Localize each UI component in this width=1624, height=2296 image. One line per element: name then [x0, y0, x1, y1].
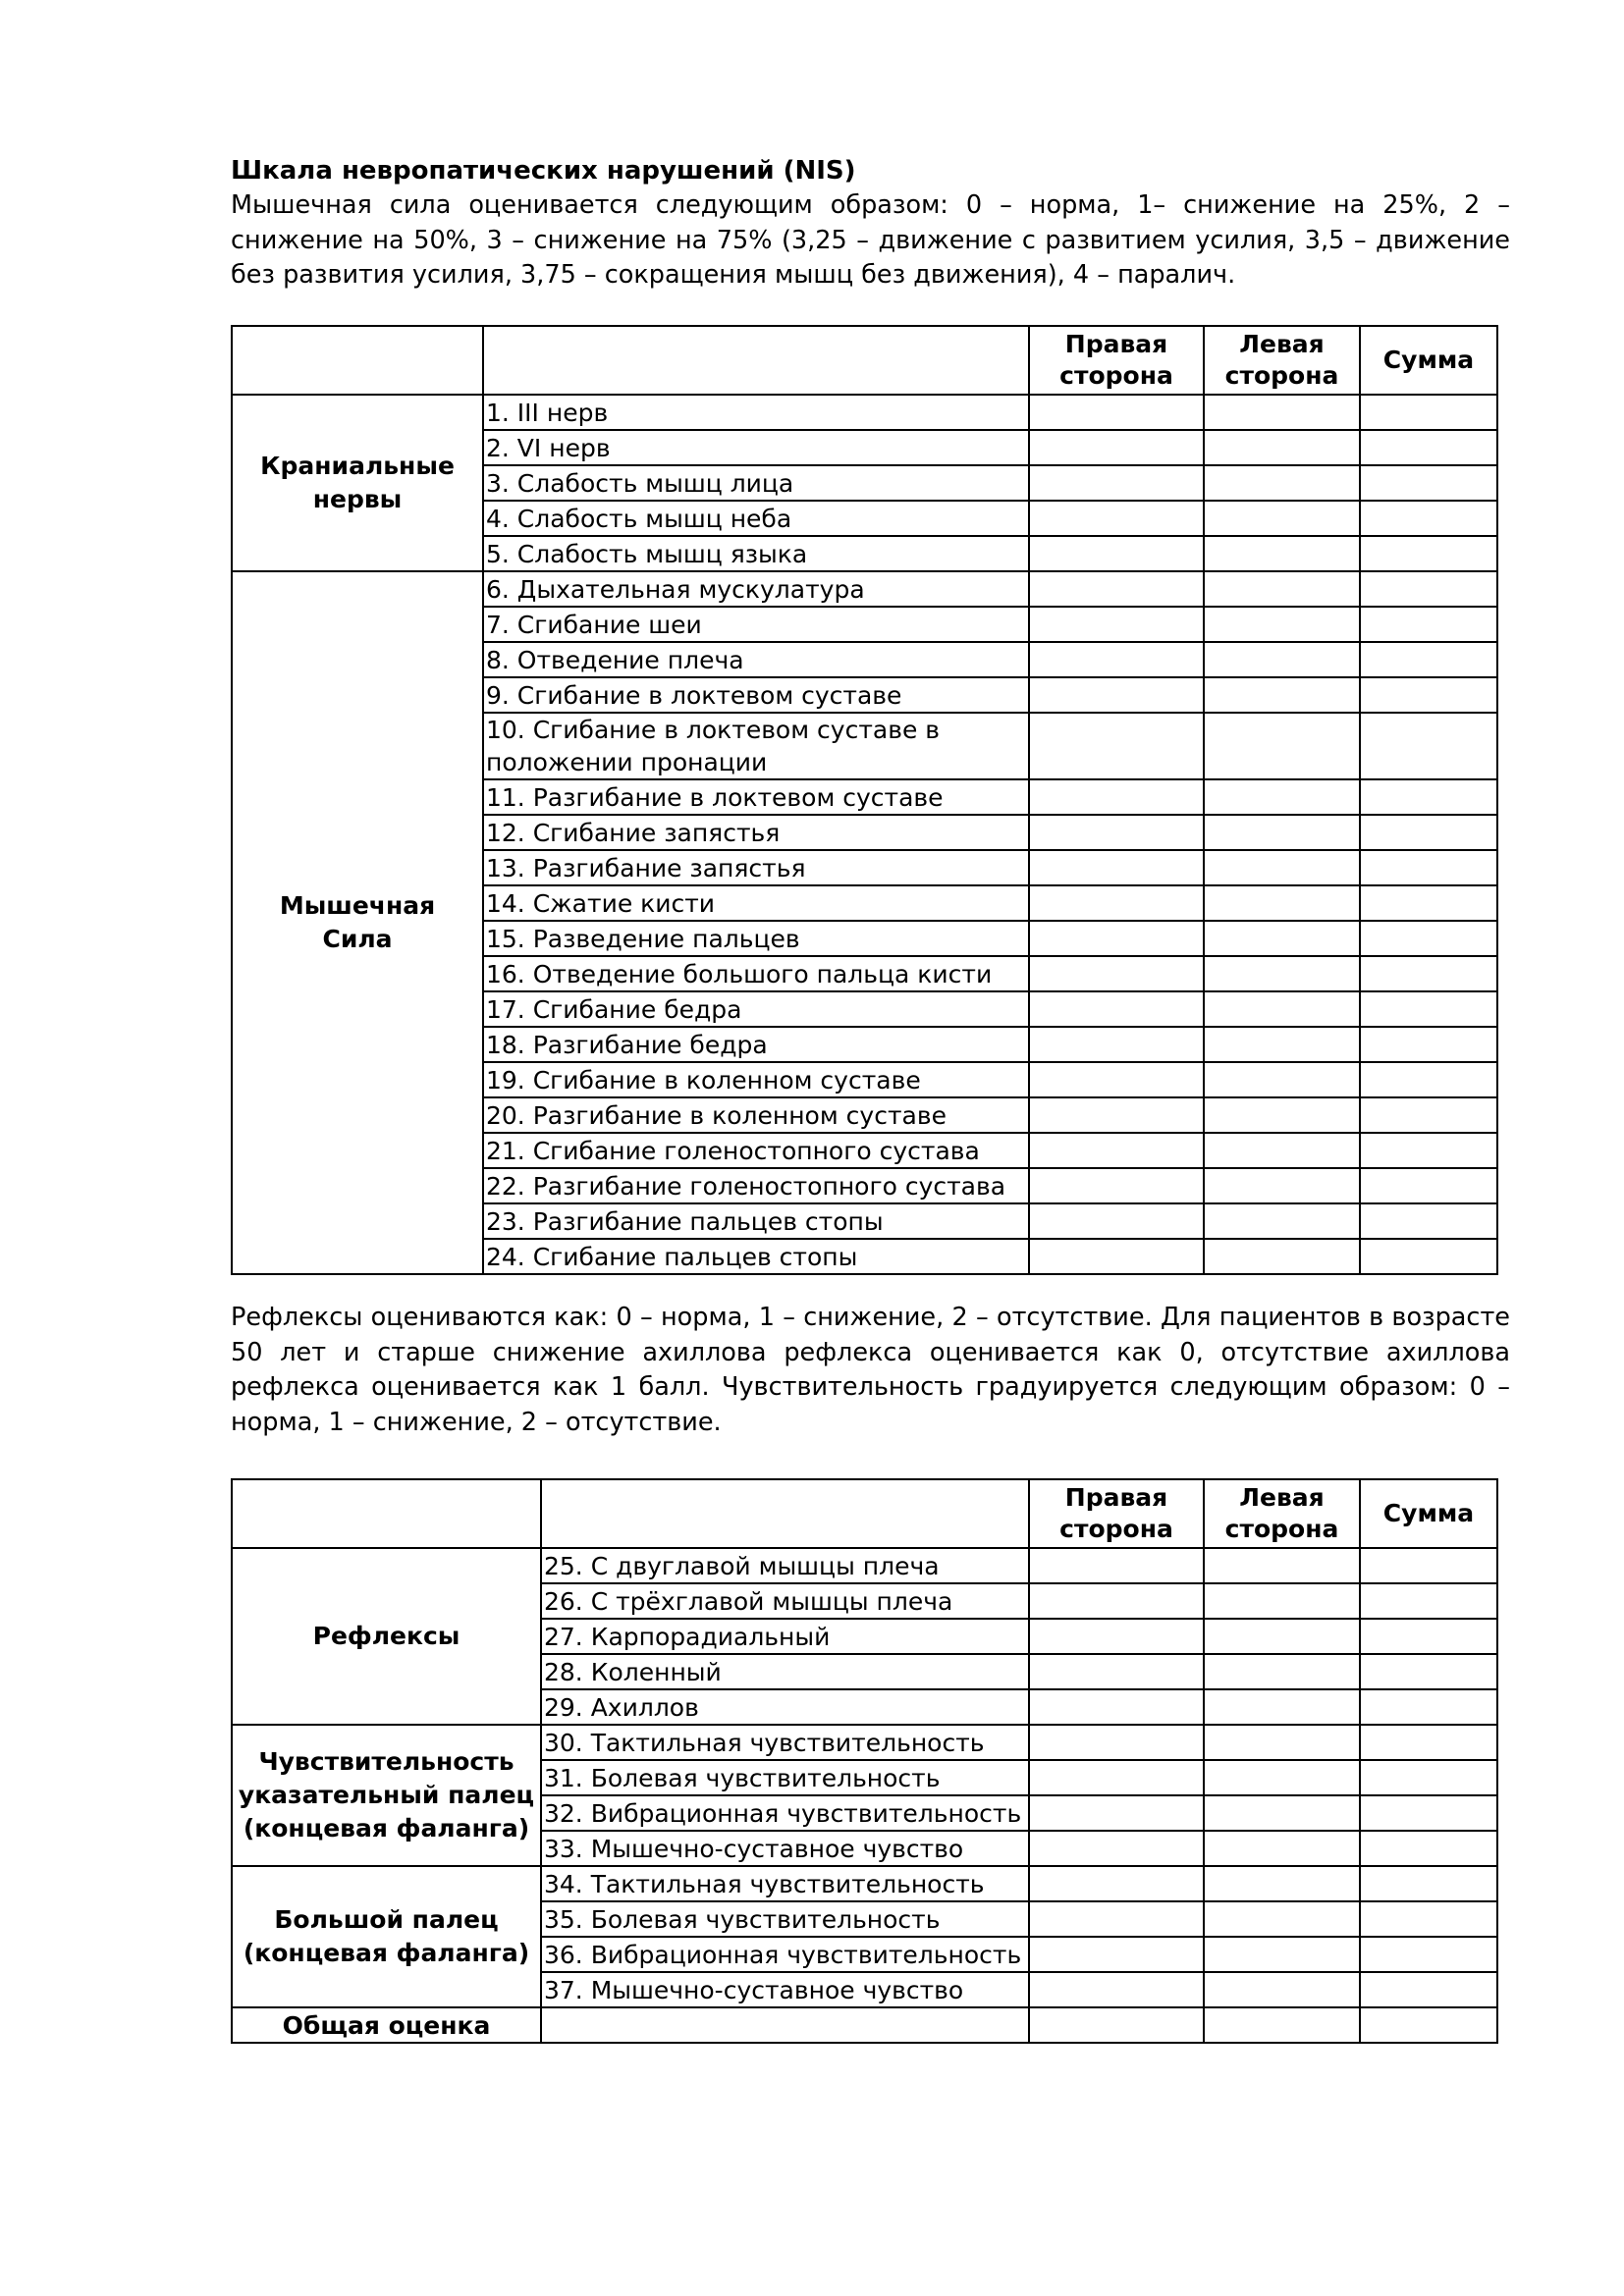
left-score-cell[interactable]: [1204, 991, 1360, 1027]
left-score-cell[interactable]: [1204, 885, 1360, 921]
left-score-cell[interactable]: [1204, 956, 1360, 991]
right-score-cell[interactable]: [1029, 1901, 1204, 1937]
table-row: [232, 571, 1497, 607]
right-score-cell[interactable]: [1029, 815, 1204, 850]
left-score-cell[interactable]: [1204, 1548, 1360, 1583]
left-score-cell[interactable]: [1204, 465, 1360, 501]
group-label-reflexes: Рефлексы: [232, 1548, 541, 1725]
right-score-cell[interactable]: [1029, 1097, 1204, 1133]
sum-score-cell[interactable]: [1360, 1866, 1497, 1901]
right-score-cell[interactable]: [1029, 1725, 1204, 1760]
table-header-row: [232, 326, 1497, 395]
right-score-cell[interactable]: [1029, 1654, 1204, 1689]
column-header-left: Левая сторона: [1204, 1479, 1360, 1548]
item-label: 12. Сгибание запястья: [483, 815, 1029, 850]
sum-score-cell[interactable]: [1360, 395, 1497, 430]
item-label: 7. Сгибание шеи: [483, 607, 1029, 642]
left-score-cell[interactable]: [1204, 713, 1360, 779]
sum-score-cell[interactable]: [1360, 1795, 1497, 1831]
left-score-cell[interactable]: [1204, 1062, 1360, 1097]
sum-score-cell[interactable]: [1360, 1062, 1497, 1097]
sum-score-cell[interactable]: [1360, 1901, 1497, 1937]
item-label: 11. Разгибание в локтевом суставе: [483, 779, 1029, 815]
item-label: 33. Мышечно-суставное чувство: [541, 1831, 1029, 1866]
item-label: 9. Сгибание в локтевом суставе: [483, 677, 1029, 713]
column-header-right: Правая сторона: [1029, 1479, 1204, 1548]
left-score-cell[interactable]: [1204, 1689, 1360, 1725]
item-label: 27. Карпорадиальный: [541, 1619, 1029, 1654]
item-label: 6. Дыхательная мускулатура: [483, 571, 1029, 607]
sum-score-cell[interactable]: [1360, 815, 1497, 850]
sum-score-cell[interactable]: [1360, 1168, 1497, 1203]
group-label-cranial-nerves: Краниальные нервы: [232, 395, 483, 571]
total-blank-cell: [541, 2007, 1029, 2043]
left-score-cell[interactable]: [1204, 1097, 1360, 1133]
right-score-cell[interactable]: [1029, 607, 1204, 642]
right-score-cell[interactable]: [1029, 1972, 1204, 2007]
sum-score-cell[interactable]: [1360, 642, 1497, 677]
left-score-cell[interactable]: [1204, 921, 1360, 956]
sum-score-cell[interactable]: [1360, 465, 1497, 501]
left-score-cell[interactable]: [1204, 501, 1360, 536]
item-label: 32. Вибрационная чувствительность: [541, 1795, 1029, 1831]
header-blank-cell: [232, 1479, 541, 1548]
right-score-cell[interactable]: [1029, 1760, 1204, 1795]
sum-score-cell[interactable]: [1360, 1654, 1497, 1689]
left-score-cell[interactable]: [1204, 677, 1360, 713]
sum-score-cell[interactable]: [1360, 536, 1497, 571]
left-score-cell[interactable]: [1204, 815, 1360, 850]
left-score-cell[interactable]: [1204, 1654, 1360, 1689]
right-score-cell[interactable]: [1029, 1937, 1204, 1972]
column-header-sum: Сумма: [1360, 326, 1497, 395]
table-row: [232, 1548, 1497, 1583]
right-score-cell[interactable]: [1029, 921, 1204, 956]
item-label: 1. III нерв: [483, 395, 1029, 430]
sum-score-cell[interactable]: [1360, 1725, 1497, 1760]
total-left-cell[interactable]: [1204, 2007, 1360, 2043]
item-label: 14. Сжатие кисти: [483, 885, 1029, 921]
right-score-cell[interactable]: [1029, 536, 1204, 571]
item-label: 20. Разгибание в коленном суставе: [483, 1097, 1029, 1133]
right-score-cell[interactable]: [1029, 1239, 1204, 1274]
item-label: 34. Тактильная чувствительность: [541, 1866, 1029, 1901]
item-label: 24. Сгибание пальцев стопы: [483, 1239, 1029, 1274]
right-score-cell[interactable]: [1029, 1689, 1204, 1725]
sum-score-cell[interactable]: [1360, 1972, 1497, 2007]
item-label: 25. С двуглавой мышцы плеча: [541, 1548, 1029, 1583]
item-label: 3. Слабость мышц лица: [483, 465, 1029, 501]
left-score-cell[interactable]: [1204, 607, 1360, 642]
left-score-cell[interactable]: [1204, 1239, 1360, 1274]
page-title: Шкала невропатических нарушений (NIS): [231, 156, 856, 186]
left-score-cell[interactable]: [1204, 1133, 1360, 1168]
nis-table-reflexes: [231, 1478, 1498, 2044]
item-label: 19. Сгибание в коленном суставе: [483, 1062, 1029, 1097]
right-score-cell[interactable]: [1029, 885, 1204, 921]
right-score-cell[interactable]: [1029, 1548, 1204, 1583]
item-label: 13. Разгибание запястья: [483, 850, 1029, 885]
item-label: 29. Ахиллов: [541, 1689, 1029, 1725]
left-score-cell[interactable]: [1204, 1937, 1360, 1972]
sum-score-cell[interactable]: [1360, 677, 1497, 713]
item-label: 17. Сгибание бедра: [483, 991, 1029, 1027]
left-score-cell[interactable]: [1204, 1583, 1360, 1619]
item-label: 15. Разведение пальцев: [483, 921, 1029, 956]
item-label: 31. Болевая чувствительность: [541, 1760, 1029, 1795]
left-score-cell[interactable]: [1204, 850, 1360, 885]
left-score-cell[interactable]: [1204, 430, 1360, 465]
sum-score-cell[interactable]: [1360, 713, 1497, 779]
group-label-muscle-strength: Мышечная Сила: [232, 571, 483, 1274]
sum-score-cell[interactable]: [1360, 1760, 1497, 1795]
left-score-cell[interactable]: [1204, 1795, 1360, 1831]
column-header-sum: Сумма: [1360, 1479, 1497, 1548]
sum-score-cell[interactable]: [1360, 1548, 1497, 1583]
table-row: [232, 1866, 1497, 1901]
sum-score-cell[interactable]: [1360, 1583, 1497, 1619]
right-score-cell[interactable]: [1029, 465, 1204, 501]
item-label: 26. С трёхглавой мышцы плеча: [541, 1583, 1029, 1619]
right-score-cell[interactable]: [1029, 395, 1204, 430]
sum-score-cell[interactable]: [1360, 501, 1497, 536]
right-score-cell[interactable]: [1029, 713, 1204, 779]
header-blank-cell: [232, 326, 483, 395]
left-score-cell[interactable]: [1204, 1760, 1360, 1795]
item-label: 36. Вибрационная чувствительность: [541, 1937, 1029, 1972]
sum-score-cell[interactable]: [1360, 1097, 1497, 1133]
left-score-cell[interactable]: [1204, 1203, 1360, 1239]
right-score-cell[interactable]: [1029, 501, 1204, 536]
right-score-cell[interactable]: [1029, 850, 1204, 885]
sum-score-cell[interactable]: [1360, 1239, 1497, 1274]
header-blank-cell: [541, 1479, 1029, 1548]
sum-score-cell[interactable]: [1360, 430, 1497, 465]
right-score-cell[interactable]: [1029, 1619, 1204, 1654]
item-label: 28. Коленный: [541, 1654, 1029, 1689]
total-label: Общая оценка: [232, 2007, 541, 2043]
right-score-cell[interactable]: [1029, 642, 1204, 677]
column-header-left: Левая сторона: [1204, 326, 1360, 395]
reflex-sensitivity-instructions: Рефлексы оцениваются как: 0 – норма, 1 – снижение, 2 – отсутствие. Для пациентов в возрасте 50 лет и старше снижение ахиллова рефлекса оценивается как 0, отсутствие ахиллова рефлекса оценивается как 1 балл. Чувствительность градуируется следующим образом: 0 – норма, 1 – снижение, 2 – отсутствие.: [231, 1303, 1510, 1437]
left-score-cell[interactable]: [1204, 779, 1360, 815]
item-label: 18. Разгибание бедра: [483, 1027, 1029, 1062]
sum-score-cell[interactable]: [1360, 885, 1497, 921]
sum-score-cell[interactable]: [1360, 1831, 1497, 1866]
left-score-cell[interactable]: [1204, 1972, 1360, 2007]
item-label: 21. Сгибание голеностопного сустава: [483, 1133, 1029, 1168]
sum-score-cell[interactable]: [1360, 921, 1497, 956]
item-label: 37. Мышечно-суставное чувство: [541, 1972, 1029, 2007]
sum-score-cell[interactable]: [1360, 1937, 1497, 1972]
item-label: 16. Отведение большого пальца кисти: [483, 956, 1029, 991]
right-score-cell[interactable]: [1029, 956, 1204, 991]
total-row: [232, 2007, 1497, 2043]
left-score-cell[interactable]: [1204, 642, 1360, 677]
right-score-cell[interactable]: [1029, 1866, 1204, 1901]
right-score-cell[interactable]: [1029, 991, 1204, 1027]
table-header-row: [232, 1479, 1497, 1548]
sum-score-cell[interactable]: [1360, 956, 1497, 991]
sum-score-cell[interactable]: [1360, 607, 1497, 642]
item-label: 10. Сгибание в локтевом суставе в положении пронации: [483, 713, 1029, 779]
total-sum-cell[interactable]: [1360, 2007, 1497, 2043]
group-label-big-toe: Большой палец (концевая фаланга): [232, 1866, 541, 2007]
left-score-cell[interactable]: [1204, 395, 1360, 430]
right-score-cell[interactable]: [1029, 677, 1204, 713]
right-score-cell[interactable]: [1029, 1133, 1204, 1168]
sum-score-cell[interactable]: [1360, 1619, 1497, 1654]
right-score-cell[interactable]: [1029, 1168, 1204, 1203]
left-score-cell[interactable]: [1204, 1901, 1360, 1937]
right-score-cell[interactable]: [1029, 1062, 1204, 1097]
sum-score-cell[interactable]: [1360, 1689, 1497, 1725]
sum-score-cell[interactable]: [1360, 850, 1497, 885]
right-score-cell[interactable]: [1029, 430, 1204, 465]
left-score-cell[interactable]: [1204, 1725, 1360, 1760]
left-score-cell[interactable]: [1204, 571, 1360, 607]
sum-score-cell[interactable]: [1360, 779, 1497, 815]
item-label: 2. VI нерв: [483, 430, 1029, 465]
column-header-right: Правая сторона: [1029, 326, 1204, 395]
muscle-strength-instructions: Мышечная сила оценивается следующим образом: 0 – норма, 1– снижение на 25%, 2 – снижение на 50%, 3 – снижение на 75% (3,25 – движение с развитием усилия, 3,5 – движение без развития усилия, 3,75 – сокращения мышц без движения), 4 – паралич.: [231, 190, 1510, 290]
item-label: 30. Тактильная чувствительность: [541, 1725, 1029, 1760]
right-score-cell[interactable]: [1029, 1795, 1204, 1831]
sum-score-cell[interactable]: [1360, 571, 1497, 607]
right-score-cell[interactable]: [1029, 1027, 1204, 1062]
left-score-cell[interactable]: [1204, 1866, 1360, 1901]
item-label: 22. Разгибание голеностопного сустава: [483, 1168, 1029, 1203]
right-score-cell[interactable]: [1029, 1831, 1204, 1866]
right-score-cell[interactable]: [1029, 1203, 1204, 1239]
left-score-cell[interactable]: [1204, 536, 1360, 571]
left-score-cell[interactable]: [1204, 1619, 1360, 1654]
item-label: 23. Разгибание пальцев стопы: [483, 1203, 1029, 1239]
left-score-cell[interactable]: [1204, 1027, 1360, 1062]
nis-table-muscle: [231, 325, 1498, 1275]
sum-score-cell[interactable]: [1360, 1133, 1497, 1168]
right-score-cell[interactable]: [1029, 1583, 1204, 1619]
table-row: [232, 395, 1497, 430]
total-right-cell[interactable]: [1029, 2007, 1204, 2043]
item-label: 8. Отведение плеча: [483, 642, 1029, 677]
sum-score-cell[interactable]: [1360, 1027, 1497, 1062]
item-label: 4. Слабость мышц неба: [483, 501, 1029, 536]
sum-score-cell[interactable]: [1360, 1203, 1497, 1239]
left-score-cell[interactable]: [1204, 1168, 1360, 1203]
left-score-cell[interactable]: [1204, 1831, 1360, 1866]
sum-score-cell[interactable]: [1360, 991, 1497, 1027]
item-label: 35. Болевая чувствительность: [541, 1901, 1029, 1937]
header-blank-cell: [483, 326, 1029, 395]
right-score-cell[interactable]: [1029, 571, 1204, 607]
table-row: [232, 1725, 1497, 1760]
item-label: 5. Слабость мышц языка: [483, 536, 1029, 571]
group-label-index-finger: Чувствительность указательный палец (концевая фаланга): [232, 1725, 541, 1866]
right-score-cell[interactable]: [1029, 779, 1204, 815]
